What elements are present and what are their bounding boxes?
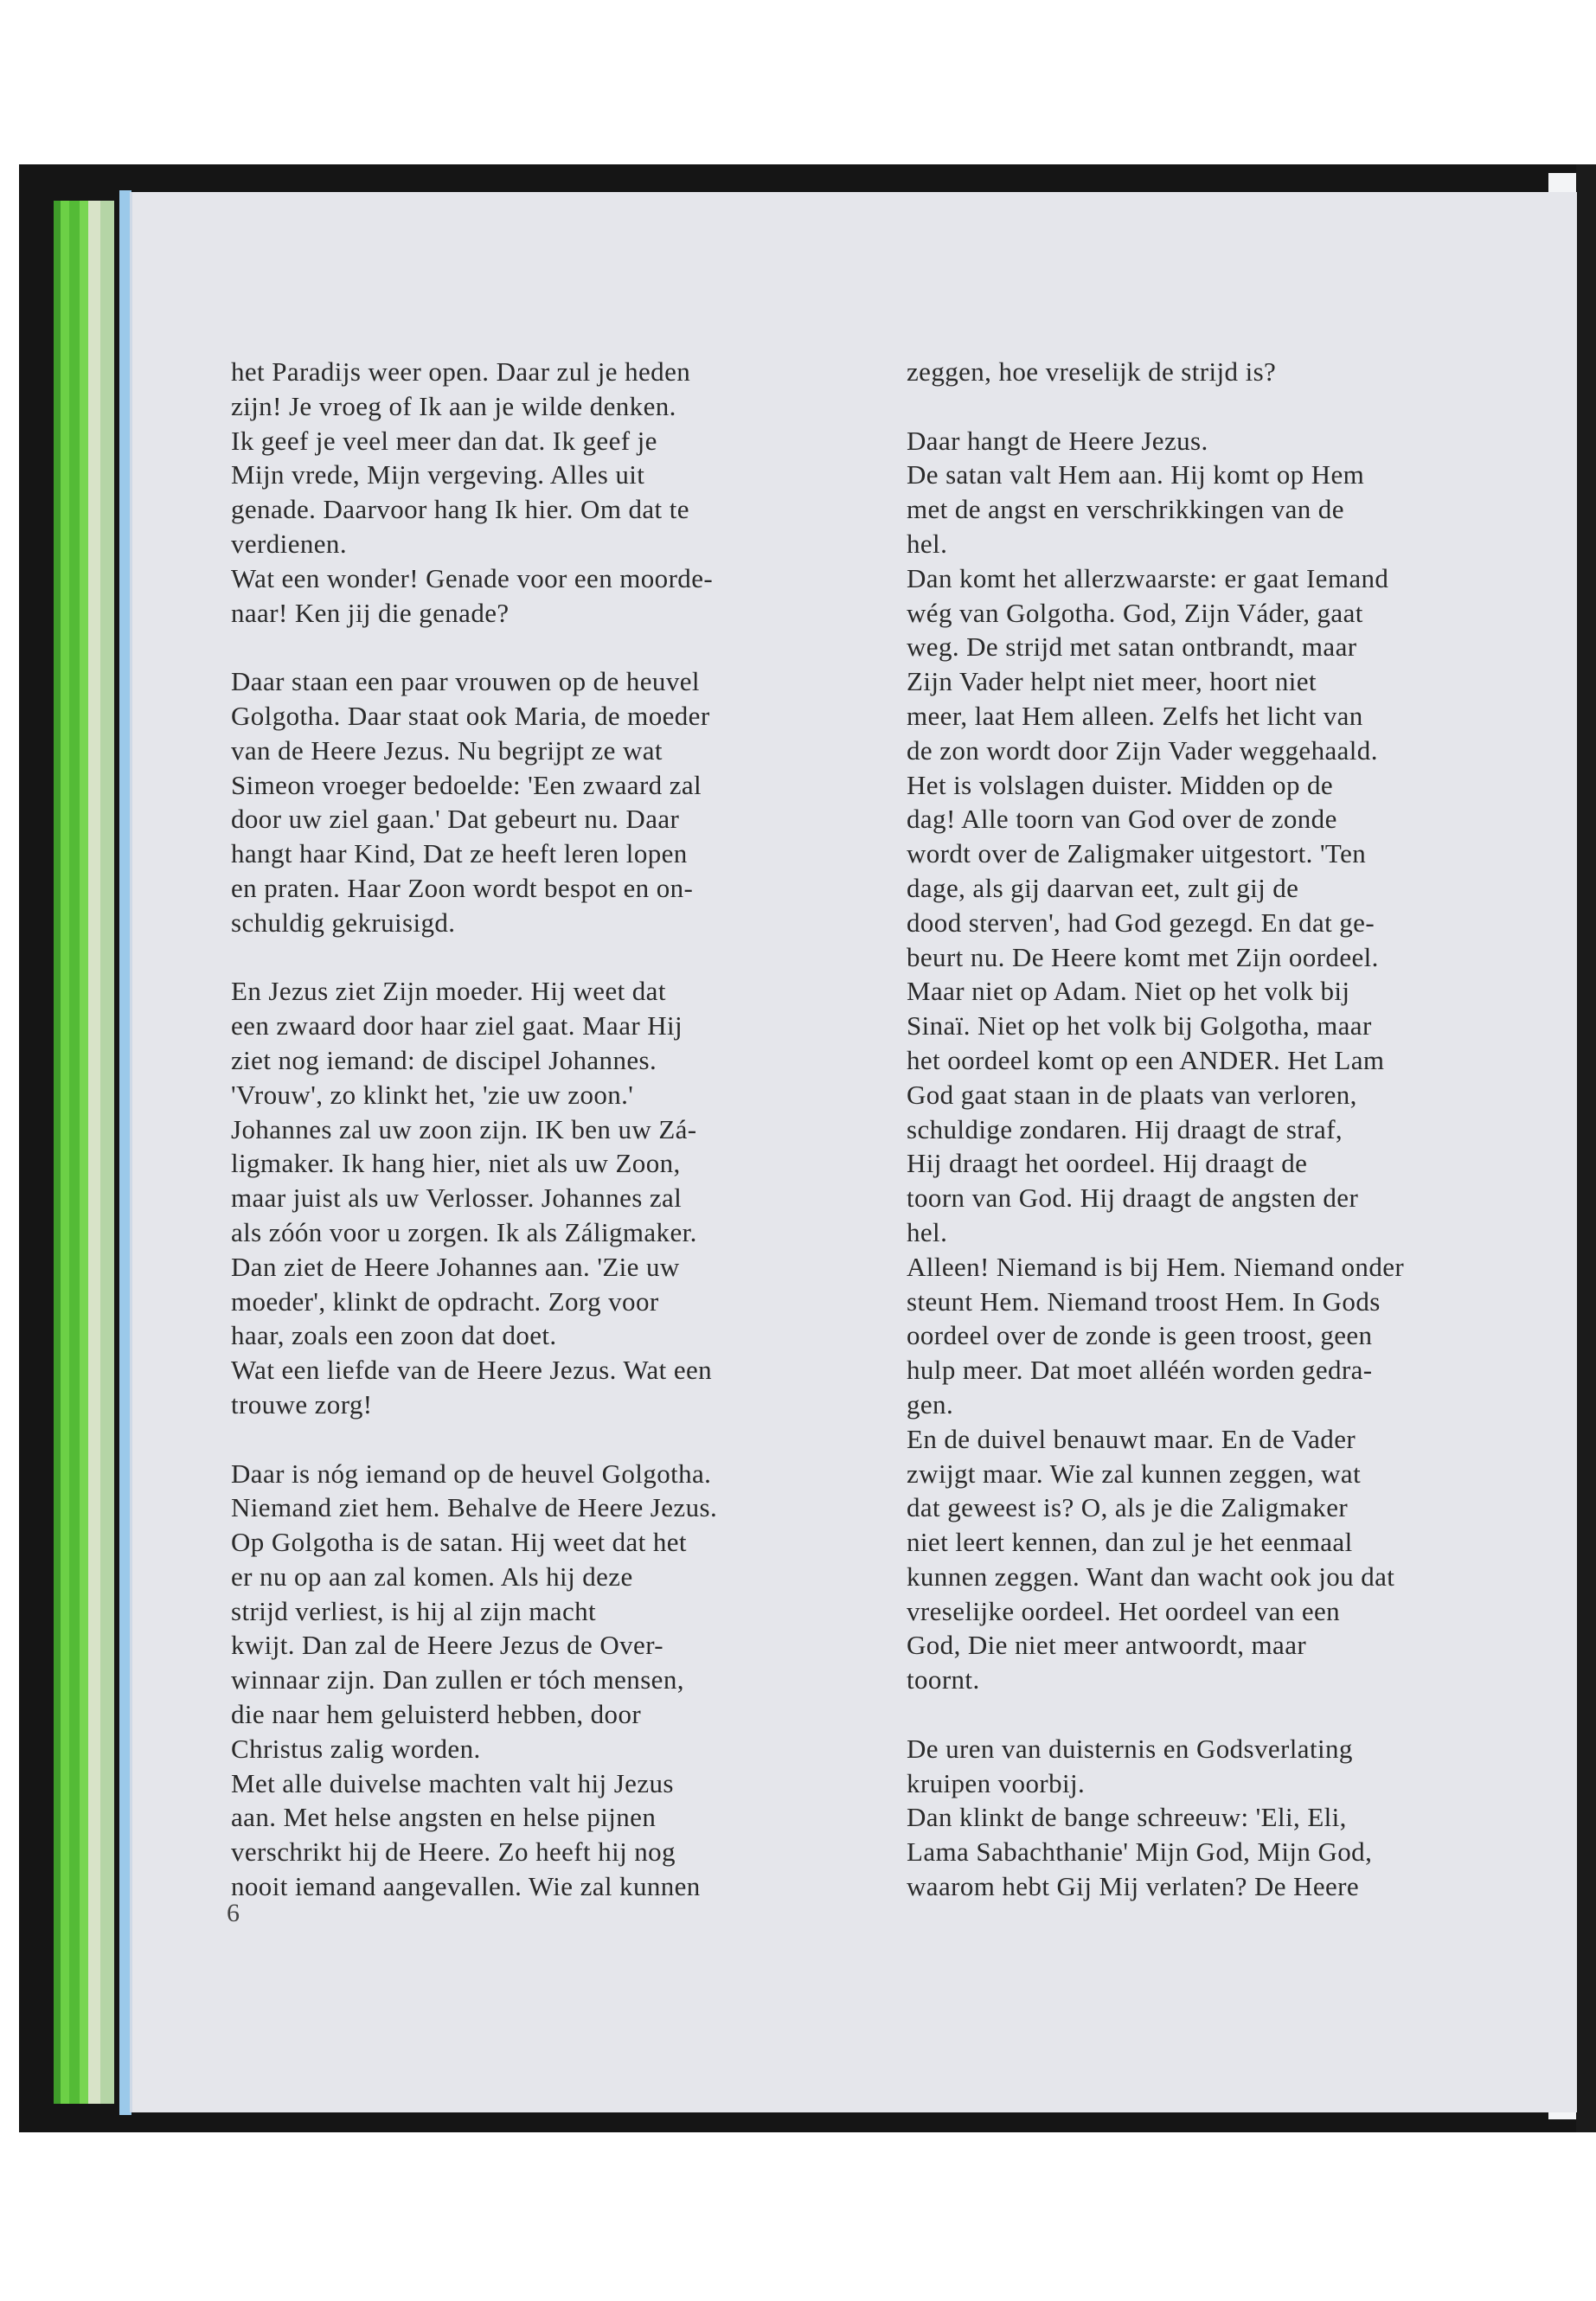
text-line: van de Heere Jezus. Nu begrijpt ze wat	[231, 734, 663, 766]
text-line: genade. Daarvoor hang Ik hier. Om dat te	[231, 494, 689, 525]
text-line: hulp meer. Dat moet alléén worden gedra-	[907, 1355, 1373, 1386]
text-line: Niemand ziet hem. Behalve de Heere Jezus.	[231, 1492, 718, 1523]
text-line: waarom hebt Gij Mij verlaten? De Heere	[907, 1871, 1360, 1902]
text-line: Ik geef je veel meer dan dat. Ik geef je	[231, 425, 657, 456]
text-line: hel.	[907, 1216, 948, 1247]
text-line: De uren van duisternis en Godsverlating	[907, 1733, 1353, 1764]
text-line: toornt.	[907, 1664, 980, 1695]
text-line: het oordeel komt op een ANDER. Het Lam	[907, 1044, 1385, 1075]
text-line: naar! Ken jij die genade?	[231, 597, 510, 628]
text-line: trouwe zorg!	[231, 1388, 373, 1420]
text-line: aan. Met helse angsten en helse pijnen	[231, 1802, 657, 1833]
text-line: en praten. Haar Zoon wordt bespot en on-	[231, 872, 694, 903]
text-line: winnaar zijn. Dan zullen er tóch mensen,	[231, 1664, 684, 1695]
book-spine-strips	[54, 201, 114, 2104]
text-line: vreselijke oordeel. Het oordeel van een	[907, 1595, 1341, 1626]
text-line: door uw ziel gaan.' Dat gebeurt nu. Daar	[231, 804, 680, 835]
text-line: De satan valt Hem aan. Hij komt op Hem	[907, 459, 1365, 490]
text-line: zeggen, hoe vreselijk de strijd is?	[907, 356, 1277, 387]
text-line: kwijt. Dan zal de Heere Jezus de Over-	[231, 1630, 664, 1661]
text-line: als zóón voor u zorgen. Ik als Záligmaker.	[231, 1216, 697, 1247]
text-line	[231, 940, 888, 975]
text-line	[907, 1697, 1547, 1732]
text-line: Alleen! Niemand is bij Hem. Niemand onder	[907, 1251, 1405, 1282]
text-line: meer, laat Hem alleen. Zelfs het licht van	[907, 700, 1363, 731]
text-line: God, Die niet meer antwoordt, maar	[907, 1630, 1307, 1661]
text-line: Golgotha. Daar staat ook Maria, de moeder	[231, 700, 710, 731]
text-line: Het is volslagen duister. Midden op de	[907, 769, 1334, 800]
text-line: Johannes zal uw zoon zijn. IK ben uw Zá-	[231, 1113, 697, 1144]
text-line: kruipen voorbij.	[907, 1767, 1086, 1798]
text-line: hel.	[907, 528, 948, 559]
text-line: niet leert kennen, dan zul je het eenmaal	[907, 1527, 1353, 1558]
page-number: 6	[227, 1899, 240, 1927]
text-line: Daar is nóg iemand op de heuvel Golgotha.	[231, 1458, 712, 1489]
text-line: nooit iemand aangevallen. Wie zal kunnen	[231, 1871, 701, 1902]
text-line	[231, 1422, 888, 1457]
text-line: Dan klinkt de bange schreeuw: 'Eli, Eli,	[907, 1802, 1347, 1833]
text-line: Met alle duivelse machten valt hij Jezus	[231, 1767, 674, 1798]
text-line: kunnen zeggen. Want dan wacht ook jou dat	[907, 1561, 1395, 1592]
text-line: weg. De strijd met satan ontbrandt, maar	[907, 631, 1357, 663]
text-line: En Jezus ziet Zijn moeder. Hij weet dat	[231, 976, 666, 1007]
text-line: Maar niet op Adam. Niet op het volk bij	[907, 976, 1350, 1007]
text-line: God gaat staan in de plaats van verloren,	[907, 1079, 1357, 1110]
text-line: dag! Alle toorn van God over de zonde	[907, 804, 1337, 835]
text-line: de zon wordt door Zijn Vader weggehaald.	[907, 734, 1378, 766]
text-line: schuldige zondaren. Hij draagt de straf,	[907, 1113, 1343, 1144]
text-line: die naar hem geluisterd hebben, door	[231, 1699, 642, 1730]
text-line: dood sterven', had God gezegd. En dat ge-	[907, 907, 1375, 938]
text-line: moeder', klinkt de opdracht. Zorg voor	[231, 1285, 659, 1317]
text-line: een zwaard door haar ziel gaat. Maar Hij	[231, 1010, 683, 1042]
text-line: Wat een wonder! Genade voor een moorde-	[231, 562, 714, 593]
text-line	[907, 389, 1547, 424]
text-line: verdienen.	[231, 528, 347, 559]
text-line: Wat een liefde van de Heere Jezus. Wat een	[231, 1355, 713, 1386]
text-line: het Paradijs weer open. Daar zul je heden	[231, 356, 691, 387]
text-line: beurt nu. De Heere komt met Zijn oordeel.	[907, 941, 1379, 972]
text-line: Zijn Vader helpt niet meer, hoort niet	[907, 666, 1317, 697]
text-line: schuldig gekruisigd.	[231, 907, 456, 938]
text-line: En de duivel benauwt maar. En de Vader	[907, 1423, 1356, 1454]
text-line: hangt haar Kind, Dat ze heeft leren lopen	[231, 838, 688, 869]
text-line: Op Golgotha is de satan. Hij weet dat het	[231, 1527, 687, 1558]
text-line: verschrikt hij de Heere. Zo heeft hij nog	[231, 1836, 676, 1868]
text-line: wég van Golgotha. God, Zijn Váder, gaat	[907, 597, 1363, 628]
text-line: dat geweest is? O, als je die Zaligmaker	[907, 1492, 1349, 1523]
scan-right-border	[1576, 164, 1596, 2132]
text-line	[231, 630, 888, 664]
text-line: met de angst en verschrikkingen van de	[907, 494, 1344, 525]
text-line: Dan komt het allerzwaarste: er gaat Iemand	[907, 562, 1389, 593]
text-line: maar juist als uw Verlosser. Johannes zal	[231, 1183, 683, 1214]
text-line: toorn van God. Hij draagt de angsten der	[907, 1183, 1359, 1214]
text-line: Christus zalig worden.	[231, 1733, 481, 1764]
right-text-column	[907, 355, 1547, 1904]
text-line: zwijgt maar. Wie zal kunnen zeggen, wat	[907, 1458, 1362, 1489]
text-line: Daar hangt de Heere Jezus.	[907, 425, 1208, 456]
left-text-column	[231, 355, 888, 1904]
text-line: zijn! Je vroeg of Ik aan je wilde denken.	[231, 390, 676, 421]
text-line: Lama Sabachthanie' Mijn God, Mijn God,	[907, 1836, 1373, 1868]
text-line: gen.	[907, 1388, 954, 1420]
text-line: dage, als gij daarvan eet, zult gij de	[907, 872, 1299, 903]
text-line: wordt over de Zaligmaker uitgestort. 'Ten	[907, 838, 1367, 869]
text-line: Daar staan een paar vrouwen op de heuvel	[231, 666, 700, 697]
text-line: oordeel over de zonde is geen troost, geen	[907, 1320, 1373, 1351]
text-line: 'Vrouw', zo klinkt het, 'zie uw zoon.'	[231, 1079, 634, 1110]
text-line: ligmaker. Ik hang hier, niet als uw Zoon,	[231, 1148, 681, 1179]
text-line: Simeon vroeger bedoelde: 'Een zwaard zal	[231, 769, 702, 800]
text-line: Dan ziet de Heere Johannes aan. 'Zie uw	[231, 1251, 680, 1282]
text-line: er nu op aan zal komen. Als hij deze	[231, 1561, 633, 1592]
text-line: strijd verliest, is hij al zijn macht	[231, 1595, 597, 1626]
text-line: Hij draagt het oordeel. Hij draagt de	[907, 1148, 1308, 1179]
text-line: Sinaï. Niet op het volk bij Golgotha, maar	[907, 1010, 1372, 1042]
text-line: steunt Hem. Niemand troost Hem. In Gods	[907, 1285, 1381, 1317]
text-line: Mijn vrede, Mijn vergeving. Alles uit	[231, 459, 645, 490]
text-line: haar, zoals een zoon dat doet.	[231, 1320, 557, 1351]
text-line: ziet nog iemand: de discipel Johannes.	[231, 1044, 657, 1075]
